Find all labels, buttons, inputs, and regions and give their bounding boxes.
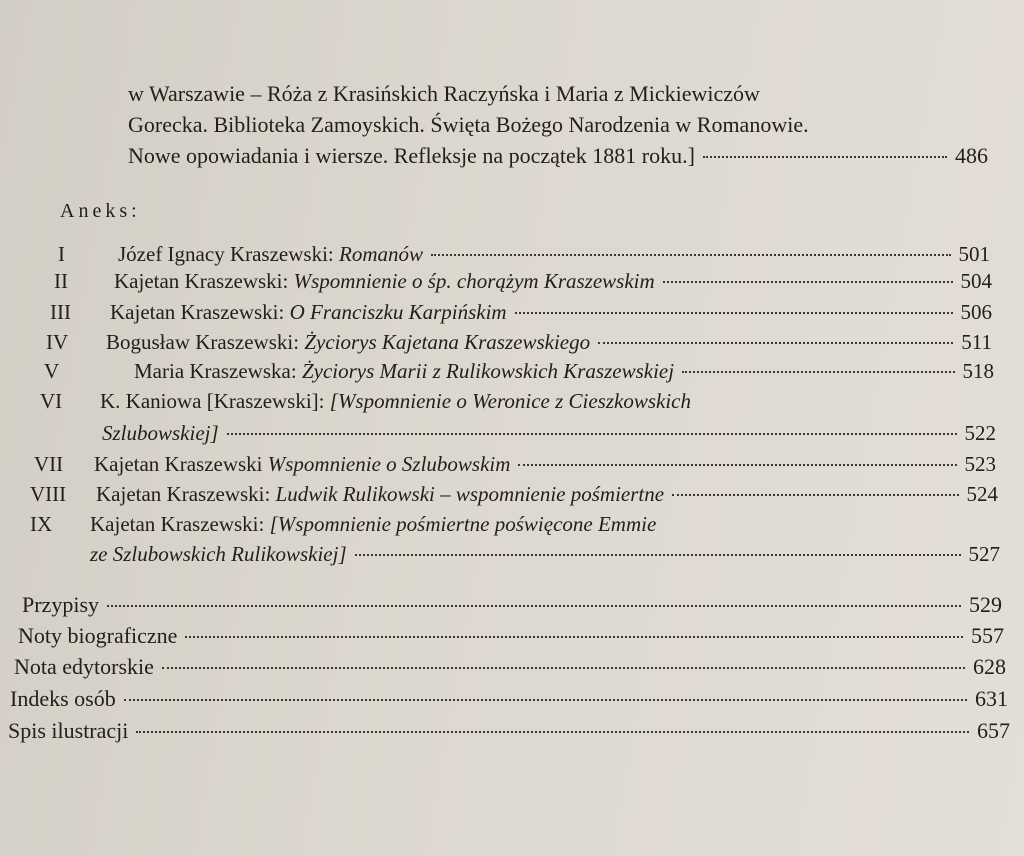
entry-title: ze Szlubowskich Rulikowskiej]: [90, 542, 347, 566]
dot-leader: [431, 254, 951, 256]
entry-author: Kajetan Kraszewski:: [110, 300, 290, 324]
toc-entry[interactable]: [30, 510, 830, 538]
entry-title: Przypisy: [22, 592, 99, 617]
entry-author: Maria Kraszewska:: [134, 359, 302, 383]
toc-entry[interactable]: [34, 450, 996, 478]
entry-title: O Franciszku Karpińskim: [289, 300, 507, 324]
dot-leader: [703, 156, 947, 158]
toc-entry-indeks-osob[interactable]: [10, 684, 1008, 714]
roman-numeral: I: [58, 242, 65, 266]
toc-entry-noty-biograficzne[interactable]: [18, 621, 1004, 651]
entry-title: Wspomnienie o śp. chorążym Kraszewskim: [293, 269, 655, 293]
roman-numeral: VII: [34, 452, 64, 476]
roman-numeral: VIII: [30, 482, 67, 506]
entry-title: Szlubowskiej]: [102, 421, 219, 445]
roman-numeral: VI: [40, 389, 63, 413]
entry-title: Nota edytorskie: [14, 654, 154, 679]
dot-leader: [162, 667, 965, 669]
page-number: 628: [973, 654, 1006, 679]
entry-author: Józef Ignacy Kraszewski:: [118, 242, 339, 266]
page-number: 529: [969, 592, 1002, 617]
entry-author: Bogusław Kraszewski:: [106, 330, 305, 354]
entry-title: Indeks osób: [10, 686, 116, 711]
entry-title: [Wspomnienie pośmiertne poświęcone Emmie: [269, 512, 657, 536]
page-number: 527: [968, 542, 1000, 566]
dot-leader: [355, 554, 961, 556]
roman-numeral: II: [54, 269, 68, 293]
section-heading-aneks: Aneks:: [60, 200, 141, 222]
page-number: 522: [964, 421, 996, 445]
page-number: 557: [971, 623, 1004, 648]
entry-author: Kajetan Kraszewski:: [114, 269, 294, 293]
entry-author: Kajetan Kraszewski: [94, 452, 268, 476]
toc-entry-continuation[interactable]: [102, 419, 996, 447]
entry-text: [96, 480, 664, 508]
toc-entry[interactable]: [46, 328, 992, 356]
page-number: 518: [962, 359, 994, 383]
dot-leader: [663, 281, 953, 283]
intro-line: [128, 78, 988, 109]
dot-leader: [107, 605, 961, 607]
dot-leader: [518, 464, 956, 466]
toc-entry[interactable]: [50, 298, 992, 326]
toc-entry[interactable]: [40, 387, 840, 415]
toc-entry-continuation[interactable]: [90, 540, 1000, 568]
intro-line-text: w Warszawie – Róża z Krasińskich Raczyńska i Maria z Mickiewiczów: [128, 81, 760, 106]
entry-title: Życiorys Kajetana Kraszewskiego: [304, 330, 591, 354]
entry-author: K. Kaniowa [Kraszewski]:: [100, 389, 330, 413]
entry-text: [134, 357, 674, 385]
entry-text: [90, 510, 656, 538]
dot-leader: [515, 312, 953, 314]
dot-leader: [672, 494, 958, 496]
intro-line: [128, 140, 988, 171]
entry-title: Wspomnienie o Szlubowskim: [267, 452, 511, 476]
toc-entry-przypisy[interactable]: [22, 590, 1002, 620]
toc-entry[interactable]: [58, 240, 990, 268]
dot-leader: [124, 699, 967, 701]
page-number: 486: [955, 143, 988, 168]
intro-line-text: Nowe opowiadania i wiersze. Refleksje na początek 1881 roku.]: [128, 143, 695, 168]
intro-paragraph: [128, 78, 988, 171]
intro-line-text: Gorecka. Biblioteka Zamoyskich. Święta Bożego Narodzenia w Romanowie.: [128, 112, 809, 137]
toc-entry[interactable]: [30, 480, 998, 508]
page-number: 501: [958, 242, 990, 266]
entry-title: Romanów: [339, 242, 423, 266]
dot-leader: [598, 342, 953, 344]
roman-numeral: IV: [46, 330, 69, 354]
entry-text: [94, 450, 510, 478]
entry-author: Kajetan Kraszewski:: [96, 482, 276, 506]
entry-text: [114, 267, 655, 295]
roman-numeral: IX: [30, 512, 53, 536]
page-number: 511: [961, 330, 992, 354]
entry-text: [118, 240, 423, 268]
entry-author: Kajetan Kraszewski:: [90, 512, 270, 536]
page-number: 523: [964, 452, 996, 476]
entry-title: Spis ilustracji: [8, 718, 129, 743]
page-number: 504: [960, 269, 992, 293]
entry-text: [100, 387, 691, 415]
dot-leader: [136, 731, 969, 733]
entry-title: Ludwik Rulikowski – wspomnienie pośmiertne: [275, 482, 665, 506]
roman-numeral: III: [50, 300, 71, 324]
roman-numeral: V: [44, 359, 60, 383]
entry-text: [110, 298, 507, 326]
dot-leader: [682, 371, 954, 373]
page-number: 631: [975, 686, 1008, 711]
toc-entry[interactable]: [54, 267, 992, 295]
toc-entry-spis-ilustracji[interactable]: [8, 716, 1010, 746]
dot-leader: [227, 433, 957, 435]
page-number: 524: [966, 482, 998, 506]
entry-title: [Wspomnienie o Weronice z Cieszkowskich: [329, 389, 691, 413]
entry-title: Noty biograficzne: [18, 623, 178, 648]
page-number: 657: [977, 718, 1010, 743]
dot-leader: [185, 636, 963, 638]
entry-text: [106, 328, 590, 356]
intro-line: [128, 109, 988, 140]
entry-title: Życiorys Marii z Rulikowskich Kraszewskiej: [301, 359, 675, 383]
toc-entry-nota-edytorskie[interactable]: [14, 652, 1006, 682]
page-number: 506: [960, 300, 992, 324]
toc-entry[interactable]: [44, 357, 994, 385]
